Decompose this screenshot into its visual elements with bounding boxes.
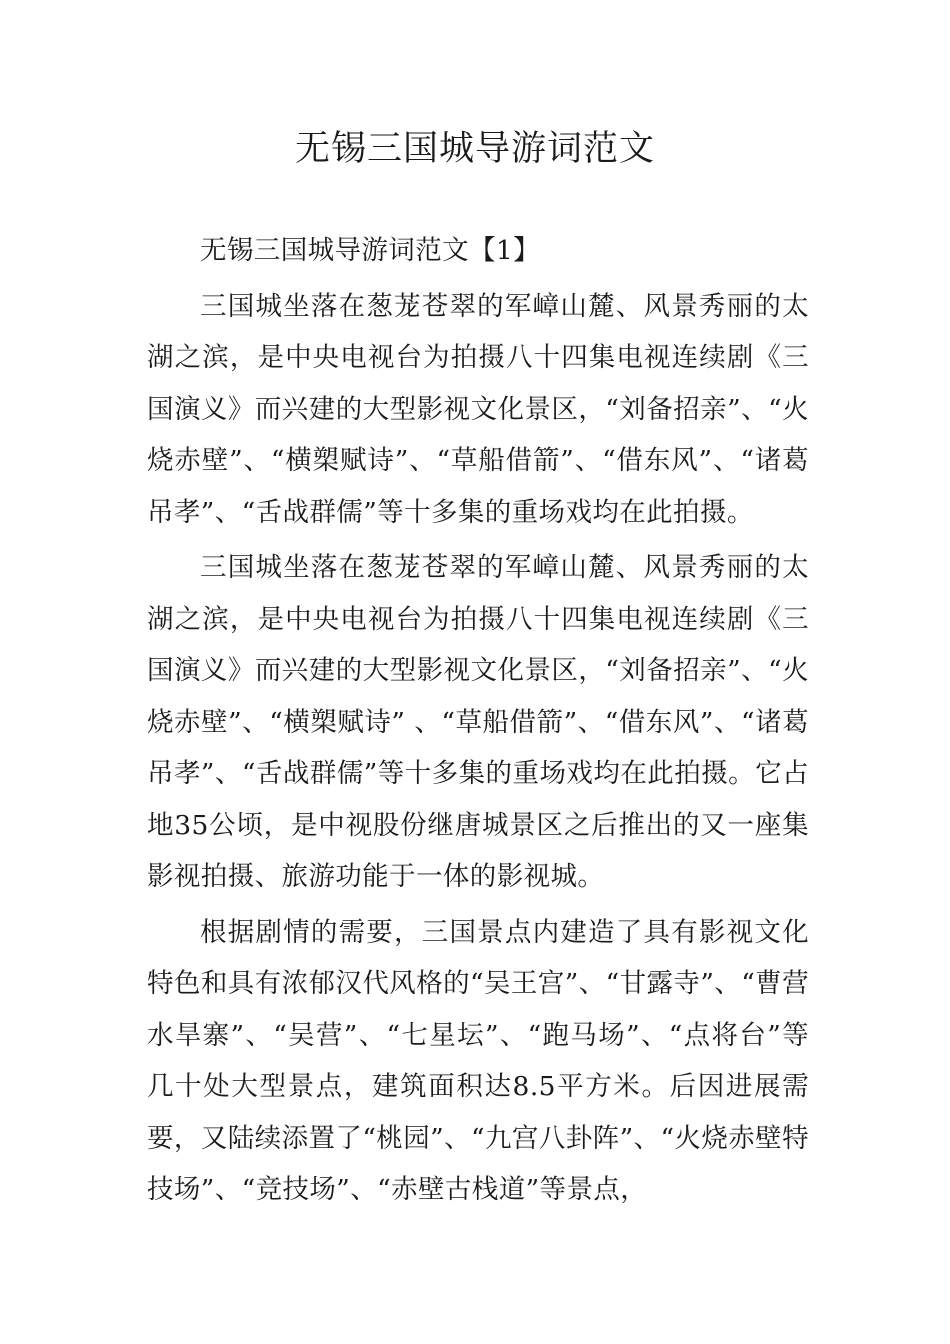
section-heading: 无锡三国城导游词范文【1】 bbox=[200, 235, 541, 266]
paragraph-2: 三国城坐落在葱茏苍翠的军嶂山麓、风景秀丽的太湖之滨，是中央电视台为拍摄八十四集电视连续剧《三国演义》而兴建的大型影视文化景区，“刘备招亲”、“火烧赤壁”、“横槊赋诗” 、“草船借箭”、“借东风”、“诸葛吊孝”、“舌战群儒”等十多集的重场戏均在此拍摄。它占地35公顷，是中视股份继唐城景区之后推出的又一座集影视拍摄、旅游功能于一体的影视城。 bbox=[147, 552, 809, 892]
paragraph-1: 三国城坐落在葱茏苍翠的军嶂山麓、风景秀丽的太湖之滨，是中央电视台为拍摄八十四集电视连续剧《三国演义》而兴建的大型影视文化景区，“刘备招亲”、“火烧赤壁”、“横槊赋诗”、“草船借箭”、“借东风”、“诸葛吊孝”、“舌战群儒”等十多集的重场戏均在此拍摄。 bbox=[147, 290, 809, 528]
paragraph-3: 根据剧情的需要，三国景点内建造了具有影视文化特色和具有浓郁汉代风格的“吴王宫”、“甘露寺”、“曹营水旱寨”、“吴营”、“七星坛”、“跑马场”、“点将台”等几十处大型景点，建筑面积达8.5平方米。后因进展需要，又陆续添置了“桃园”、“九宫八卦阵”、“火烧赤壁特技场”、“竞技场”、“赤壁古栈道”等景点， bbox=[147, 916, 809, 1205]
document-body bbox=[147, 225, 809, 1220]
document-title: 无锡三国城导游词范文 bbox=[294, 129, 655, 169]
